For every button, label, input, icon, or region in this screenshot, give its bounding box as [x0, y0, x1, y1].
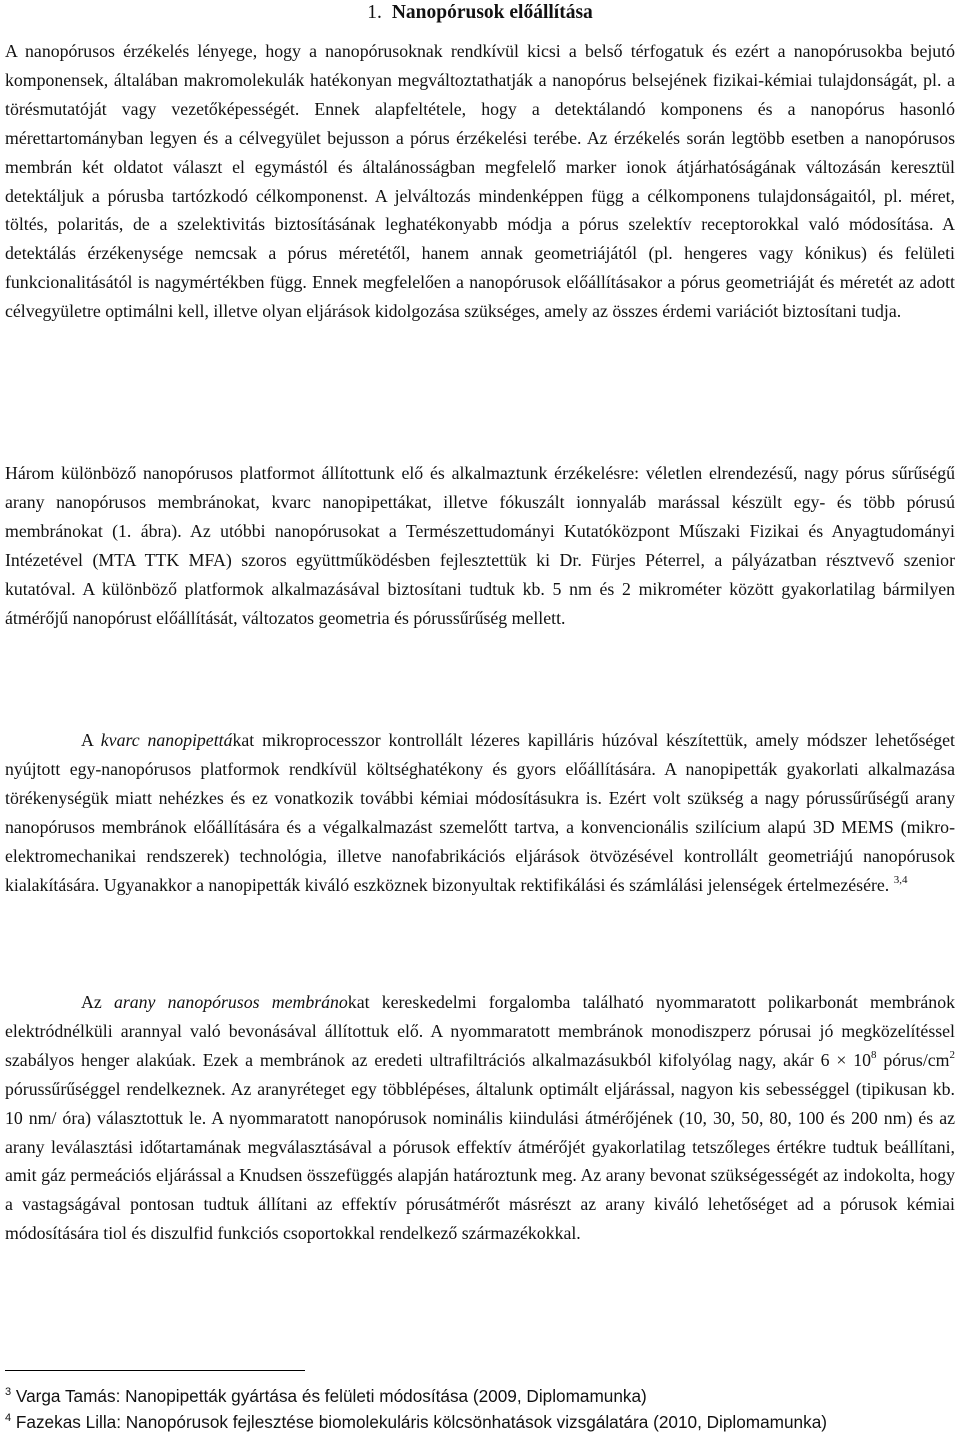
- paragraph-quartz-nanopipettes: [5, 726, 955, 899]
- p4-emphasis: arany nanopórusos membráno: [113, 992, 348, 1012]
- paragraph-platforms: Három különböző nanopórusos platformot állítottunk elő és alkalmaztunk érzékelésre: véletlen elrendezésű, nagy pórus sűrűségű arany nanopórusos membránokat, kvarc nanopipettákat, illetve fókuszált ionnyaláb marással készült egy- és több pórusú membránokat (1. ábra). Az utóbbi nanopórusokat a Természettudományi Kutatóközpont Műszaki Fizikai és Anyagtudományi Intézetével (MTA TTK MFA) szoros együttműködésben fejlesztettük ki Dr. Fürjes Péterrel, a pályázatban résztvevő szenior kutatóval. A különböző platformok alkalmazásával biztosítani tudtuk kb. 5 nm és 2 mikrométer között gyakorlatilag bármilyen átmérőjű nanopórust előállítását, változatos geometria és pórussűrűség mellett.: [5, 463, 955, 628]
- footnote-separator: [5, 1370, 305, 1371]
- section-heading: [0, 0, 960, 26]
- exponent-2: 2: [949, 1048, 956, 1061]
- p3-emphasis: kvarc nanopipettá: [100, 730, 233, 750]
- section-title: Nanopórusok előállítása: [391, 2, 593, 23]
- footnote-4: [5, 1410, 955, 1434]
- footnote-number: 4: [5, 1412, 12, 1424]
- p4-text-b: pórus/cm: [876, 1049, 950, 1070]
- p4-text-c: pórussűrűséggel rendelkeznek. Az aranyréteget egy többlépéses, általunk optimált eljárással, nagyon kis sebességgel (tipikusan kb. 10 nm/ óra) választottuk le. A nyommaratott nanopórusok nominális kiindulási átmérőjének (10, 30, 50, 80, 100 és 200 nm) és az arany leválasztási időtartamának megválasztásával a pórusok effektív átmérőjét gyakorlatilag tetszőleges értékre tudtuk beállítani, amit gáz permeációs eljárással a Knudsen összefüggés alapján határoztunk meg. Az arany bevonat szükségességét az indokolta, hogy a vastagságával pontosan tudtuk állítani az effektív pórusátmérőt másrészt az arany kiváló lehetőséget ad a pórusok kémiai módosítására tiol és diszulfid funkciós csoportokkal rendelkező származékokkal.: [5, 1078, 955, 1244]
- footnote-text: Fazekas Lilla: Nanopórusok fejlesztése biomolekuláris kölcsönhatások vizsgálatára (2010, Diplomamunka): [11, 1412, 827, 1432]
- exponent-8: 8: [870, 1048, 877, 1061]
- paragraph-intro: A nanopórusos érzékelés lényege, hogy a nanopórusoknak rendkívül kicsi a belső térfogatuk és ezért a nanopórusokba bejutó komponensek, általában makromolekulák hatékonyan megváltoztathatják a nanopórus belsejének fizikai-kémiai tulajdonságát, pl. a törésmutatóját vagy vezetőképességét. Ennek alapfeltétele, hogy a detektálandó komponens és a nanopórus hasonló mérettartományban legyen és a célvegyület bejusson a pórus érzékelési terébe. Az érzékelés során legtöbb esetben a nanopórusos membrán két oldatot választ el egymástól és általánosságban megfelelő marker ionok átjárhatóságának változásán keresztül detektáljuk a pórusba tartózkodó célkomponenst. A jelváltozás mindenképpen függ a célkomponens tulajdonságaitól, pl. méret, töltés, polaritás, de a szelektivitás biztosításának leghatékonyabb módja a pórus szelektív receptorokkal való módosítása. A detektálás érzékenysége nemcsak a pórus méretétől, hanem annak geometriájától (pl. hengeres vagy kónikus) és felületi funkcionalitásától is nagymértékben függ. Ennek megfelelően a nanopórusok előállításakor a pórus geometriáját és méretét az adott célvegyületre optimálni kell, illetve olyan eljárások kidolgozása szükséges, amely az összes érdemi variációt biztosítani tudja.: [5, 41, 955, 322]
- p4-text-start: Az: [81, 992, 114, 1012]
- paragraph-gold-membranes: [5, 988, 955, 1248]
- footnote-number: 3: [5, 1386, 12, 1398]
- section-number: 1.: [367, 2, 382, 23]
- footnote-reference-3-4: 3,4: [893, 873, 908, 886]
- footnote-3: [5, 1384, 955, 1408]
- footnote-text: Varga Tamás: Nanopipetták gyártása és felületi módosítása (2009, Diplomamunka): [11, 1386, 647, 1406]
- p3-text-body: kat mikroprocesszor kontrollált lézeres kapilláris húzóval készítettük, amely módszer lehetőséget nyújtott egy-nanopórusos platformok rendkívül költséghatékony és gyors előállítására. A nanopipetták gyakorlati alkalmazása törékenységük miatt nehézkes és ez vonatkozik további kémiai módosításukra is. Ezért volt szükség a nagy pórussűrűségű arany nanopórusos membránok előállítására és a végalkalmazást szemelőtt tartva, a konvencionális szilícium alapú 3D MEMS (mikro-elektromechanikai rendszerek) technológia, illetve nanofabrikációs eljárások ötvözésével kontrollált geometriájú nanopórusok kialakítására. Ugyanakkor a nanopipetták kiváló eszköznek bizonyultak rektifikálási és számlálási jelenségek értelmezésére.: [5, 730, 955, 895]
- p4-text-a: kat kereskedelmi forgalomba található nyommaratott polikarbonát membránok elektródnélküli arannyal való bevonásával állítottuk elő. A nyommaratott membránok monodiszperz pórusai jó megközelítéssel szabályos henger alakúak. Ezek a membránok az eredeti ultrafiltrációs alkalmazásukból kifolyólag nagy, akár 6 × 10: [5, 992, 955, 1070]
- p3-text-start: A: [81, 730, 101, 750]
